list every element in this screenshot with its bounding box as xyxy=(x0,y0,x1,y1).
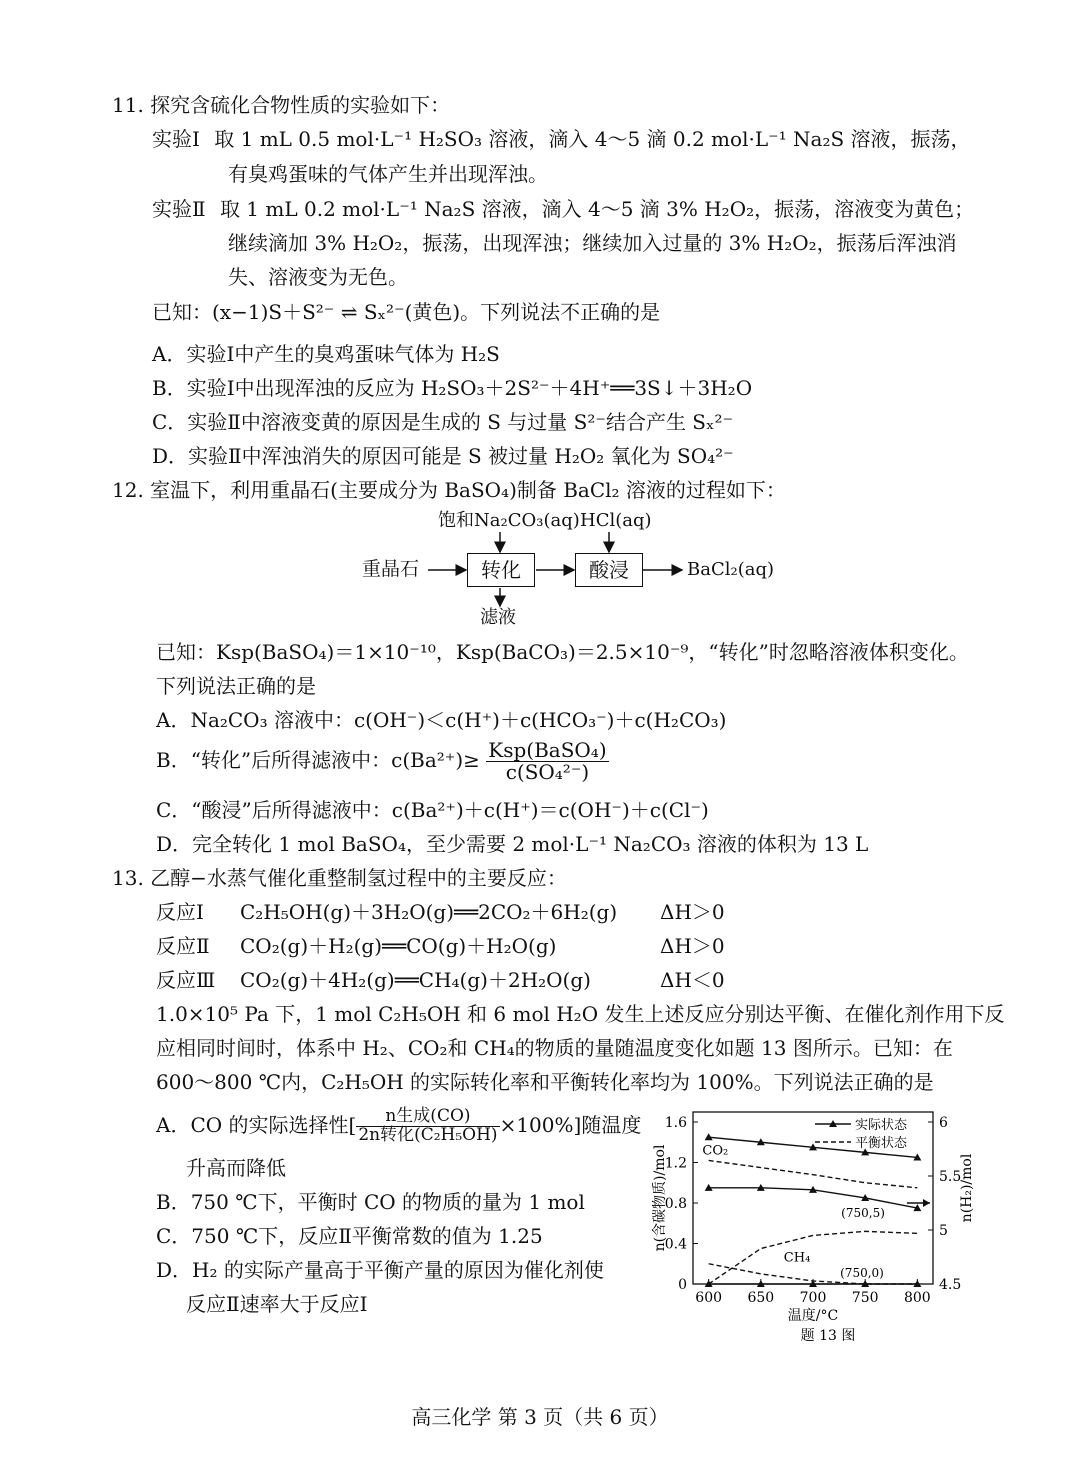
q12-option-a: A．Na₂CO₃ 溶液中：c(OH⁻)＜c(H⁺)＋c(HCO₃⁻)＋c(H₂CO₃) xyxy=(156,708,727,732)
q13-chart xyxy=(648,1098,988,1363)
reaction-enthalpy: ΔH＞0 xyxy=(660,900,725,924)
x-tick-label: 750 xyxy=(851,1290,879,1306)
q13-stem xyxy=(112,866,567,890)
reaction-enthalpy: ΔH＜0 xyxy=(660,968,725,992)
q11-exp2-label: 实验Ⅱ xyxy=(152,197,206,221)
reaction-equation: CO₂(g)＋4H₂(g)══CH₄(g)＋2H₂O(g) xyxy=(240,968,591,992)
q13-reaction-1 xyxy=(156,900,725,924)
flow-waste: 滤液 xyxy=(480,607,516,628)
flow-arrows xyxy=(0,0,1080,640)
q13-option-a-post: ×100%]随温度 xyxy=(499,1112,642,1137)
flow-product: BaCl₂(aq) xyxy=(687,559,775,580)
x-tick-label: 650 xyxy=(747,1290,775,1306)
chart-caption: 题 13 图 xyxy=(800,1328,856,1344)
y-left-tick-label: 0.4 xyxy=(664,1236,687,1253)
y-left-tick-label: 0.8 xyxy=(664,1196,687,1212)
q12-known: 已知：Ksp(BaSO₄)＝1×10⁻¹⁰，Ksp(BaCO₃)＝2.5×10⁻⁹，“转化”时忽略溶液体积变化。 xyxy=(156,640,969,664)
reaction-label: 反应Ⅲ xyxy=(156,968,216,992)
y-right-tick-label: 5 xyxy=(939,1223,948,1239)
q11-exp1-label: 实验Ⅰ xyxy=(152,127,200,151)
q12-option-c: C．“酸浸”后所得滤液中：c(Ba²⁺)＋c(H⁺)＝c(OH⁻)＋c(Cl⁻) xyxy=(156,798,709,822)
q13-para-line2: 应相同时间时，体系中 H₂、CO₂和 CH₄的物质的量随温度变化如题 13 图所示。已知：在 xyxy=(156,1036,953,1060)
q12-prompt: 下列说法正确的是 xyxy=(156,674,316,698)
x-tick-label: 600 xyxy=(695,1290,723,1306)
q13-option-a xyxy=(156,1108,641,1145)
h2-axis-arrow-head xyxy=(923,1199,930,1207)
q12-stem-text: 室温下，利用重晶石(主要成分为 BaSO₄)制备 BaCl₂ 溶液的过程如下： xyxy=(150,478,786,502)
q11-exp2-text1: 取 1 mL 0.2 mol·L⁻¹ Na₂S 溶液，滴入 4～5 滴 3% H₂O₂，振荡，溶液变为黄色； xyxy=(219,197,975,221)
y-left-tick-label: 1.2 xyxy=(664,1155,687,1172)
q11-exp1-line2: 有臭鸡蛋味的气体产生并出现浑浊。 xyxy=(228,162,548,186)
q11-option-a: A．实验Ⅰ中产生的臭鸡蛋味气体为 H₂S xyxy=(152,342,500,366)
fraction-denominator: c(SO₄²⁻) xyxy=(505,760,590,784)
legend-label-equilibrium: 平衡状态 xyxy=(855,1136,908,1151)
reaction-label: 反应Ⅱ xyxy=(156,934,210,958)
series-line-3 xyxy=(709,1231,918,1284)
q13-reaction-2 xyxy=(156,934,725,958)
q11-number: 11. xyxy=(112,93,144,117)
q13-number: 13. xyxy=(112,866,144,890)
legend-label-actual: 实际状态 xyxy=(855,1118,908,1133)
q11-option-d: D．实验Ⅱ中浑浊消失的原因可能是 S 被过量 H₂O₂ 氧化为 SO₄²⁻ xyxy=(152,444,734,468)
q12-number: 12. xyxy=(112,478,144,502)
q13-reaction-3 xyxy=(156,968,725,992)
q12-option-b-fraction xyxy=(486,740,608,783)
series-line-5 xyxy=(709,1264,918,1284)
q13-para-line1: 1.0×10⁵ Pa 下，1 mol C₂H₅OH 和 6 mol H₂O 发生上述反应分别达平衡、在催化剂作用下反 xyxy=(156,1002,1005,1026)
q12-option-b-text: B．“转化”后所得滤液中：c(Ba²⁺)≥ xyxy=(156,748,480,772)
reaction-label: 反应Ⅰ xyxy=(156,900,204,924)
reaction-equation: CO₂(g)＋H₂(g)══CO(g)＋H₂O(g) xyxy=(240,934,557,958)
y-left-tick-label: 1.6 xyxy=(664,1115,687,1131)
y-left-tick-label: 0 xyxy=(678,1277,687,1293)
reaction-enthalpy: ΔH＞0 xyxy=(660,934,725,958)
q13-option-d-line2: 反应Ⅱ速率大于反应Ⅰ xyxy=(186,1292,368,1316)
flow-reagent2: HCl(aq) xyxy=(580,510,652,531)
y-left-axis-label: n(含碳物质)/mol xyxy=(652,1144,668,1252)
page-footer: 高三化学 第 3 页（共 6 页） xyxy=(411,1405,669,1429)
label-point-750-0: (750,0) xyxy=(840,1265,884,1280)
q13-option-d: D．H₂ 的实际产量高于平衡产量的原因为催化剂使 xyxy=(156,1258,604,1282)
q13-option-c: C．750 ℃下，反应Ⅱ平衡常数的值为 1.25 xyxy=(156,1224,543,1248)
q13-option-b: B．750 ℃下，平衡时 CO 的物质的量为 1 mol xyxy=(156,1190,585,1214)
q13-option-a-line2: 升高而降低 xyxy=(186,1156,286,1180)
q13-stem-text: 乙醇−水蒸气催化重整制氢过程中的主要反应： xyxy=(150,866,567,890)
flow-box-acid-leach: 酸浸 xyxy=(575,553,643,587)
fraction-numerator: Ksp(BaSO₄) xyxy=(488,738,607,762)
fraction-numerator: n生成(CO) xyxy=(356,1108,499,1127)
series-line-1 xyxy=(709,1160,918,1187)
q13-option-a-fraction xyxy=(356,1108,499,1145)
y-right-tick-label: 6 xyxy=(939,1115,948,1131)
flow-reagent1: 饱和Na₂CO₃(aq) xyxy=(438,510,580,531)
x-tick-label: 700 xyxy=(799,1290,827,1306)
x-tick-label: 800 xyxy=(903,1290,931,1306)
q11-exp2-line3: 失、溶液变为无色。 xyxy=(228,265,408,289)
q11-option-b: B．实验Ⅰ中出现浑浊的反应为 H₂SO₃＋2S²⁻＋4H⁺══3S↓＋3H₂O xyxy=(152,376,753,400)
flow-start: 重晶石 xyxy=(362,558,420,580)
q11-exp1-text1: 取 1 mL 0.5 mol·L⁻¹ H₂SO₃ 溶液，滴入 4～5 滴 0.2 mol·L⁻¹ Na₂S 溶液，振荡， xyxy=(214,127,971,151)
flow-box-conversion: 转化 xyxy=(467,553,535,587)
y-right-tick-label: 4.5 xyxy=(939,1277,962,1293)
q12-option-d: D．完全转化 1 mol BaSO₄，至少需要 2 mol·L⁻¹ Na₂CO₃ 溶液的体积为 13 L xyxy=(156,832,869,856)
q11-stem-text: 探究含硫化合物性质的实验如下： xyxy=(150,93,451,117)
q11-option-c: C．实验Ⅱ中溶液变黄的原因是生成的 S 与过量 S²⁻结合产生 Sₓ²⁻ xyxy=(152,410,734,434)
reaction-equation: C₂H₅OH(g)＋3H₂O(g)══2CO₂＋6H₂(g) xyxy=(240,900,618,924)
q13-para-line3: 600～800 ℃内，C₂H₅OH 的实际转化率和平衡转化率均为 100%。下列说法正确的是 xyxy=(156,1070,934,1094)
label-point-750-5: (750,5) xyxy=(841,1206,885,1221)
y-right-axis-label: n(H₂)/mol xyxy=(959,1153,975,1223)
q12-option-b xyxy=(156,740,609,783)
series-point xyxy=(705,1133,713,1140)
q11-exp2-line2: 继续滴加 3% H₂O₂，振荡，出现浑浊；继续加入过量的 3% H₂O₂，振荡后浑浊消 xyxy=(228,231,957,255)
fraction-denominator: 2n转化(C₂H₅OH) xyxy=(358,1124,498,1145)
q11-known: 已知：(x−1)S＋S²⁻ ⇌ Sₓ²⁻(黄色)。下列说法不正确的是 xyxy=(152,300,661,324)
label-ch4: CH₄ xyxy=(783,1250,811,1266)
label-co2: CO₂ xyxy=(702,1143,729,1159)
q13-option-a-pre: A．CO 的实际选择性[ xyxy=(156,1112,357,1137)
x-axis-label: 温度/°C xyxy=(787,1308,839,1324)
y-right-tick-label: 5.5 xyxy=(939,1169,962,1185)
